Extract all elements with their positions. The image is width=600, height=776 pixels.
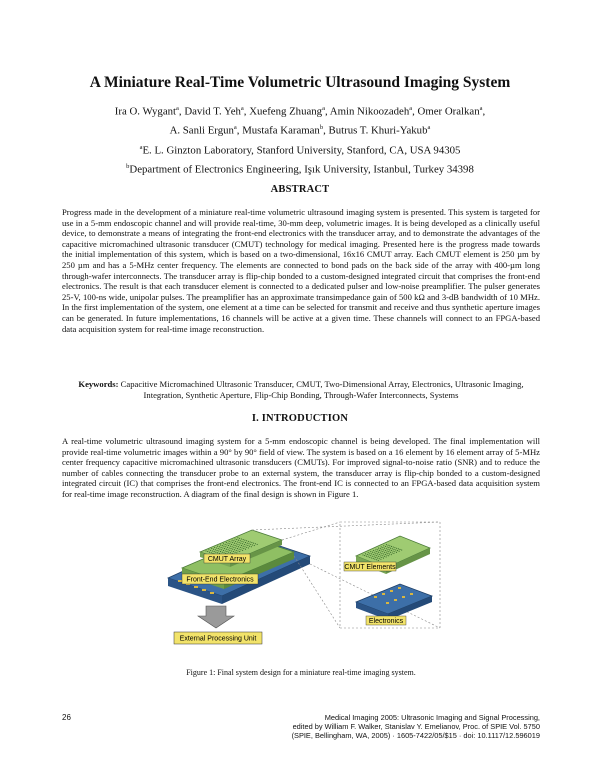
cmut-element — [378, 552, 379, 553]
cmut-element — [241, 541, 242, 542]
cmut-element — [384, 556, 385, 557]
cmut-element — [233, 544, 234, 545]
cmut-element — [230, 541, 231, 542]
cmut-element — [386, 552, 387, 553]
author-affiliation-mark: a — [233, 124, 237, 132]
cmut-element — [240, 547, 241, 548]
keywords-label: Keywords: — [78, 379, 119, 389]
figure-caption: Figure 1: Final system design for a miniature real-time imaging system. — [186, 668, 416, 677]
cmut-element — [233, 551, 234, 552]
cmut-element — [384, 552, 385, 553]
author-affiliation-mark: a — [427, 124, 431, 132]
author: Omer Oralkan — [417, 105, 480, 118]
front-end-label: Front-End Electronics — [186, 576, 254, 584]
cmut-element — [226, 549, 227, 550]
footer-line-1: Medical Imaging 2005: Ultrasonic Imaging and Signal Processing, — [324, 713, 540, 722]
cmut-element — [234, 543, 235, 544]
cmut-element — [235, 547, 236, 548]
cmut-element — [232, 553, 233, 554]
keywords-text: Capacitive Micromachined Ultrasonic Transducer, CMUT, Two-Dimensional Array, Electronics, Ultrasonic Imaging, Integration, Synthetic Aperture, Flip-Chip Bonding, Through-Wafer Interconnects, Systems — [120, 379, 524, 400]
cmut-element — [248, 547, 249, 548]
cmut-element — [393, 551, 394, 552]
cmut-element — [380, 555, 381, 556]
cmut-element — [236, 552, 237, 553]
cmut-element — [243, 539, 244, 540]
cmut-element — [255, 543, 256, 544]
cmut-element — [205, 550, 206, 551]
cmut-element — [388, 547, 389, 548]
cmut-element — [235, 541, 236, 542]
cmut-element — [382, 547, 383, 548]
cmut-element — [241, 538, 242, 539]
author: Mustafa Karaman — [242, 124, 320, 137]
cmut-element — [222, 545, 223, 546]
cmut-element — [243, 546, 244, 547]
cmut-element — [234, 538, 235, 539]
cmut-element — [372, 552, 373, 553]
cmut-element — [253, 543, 254, 544]
cmut-element — [396, 548, 397, 549]
down-arrow-icon — [198, 606, 234, 628]
cmut-element — [229, 547, 230, 548]
cmut-element — [247, 545, 248, 546]
cmut-element — [376, 551, 377, 552]
page-number: 26 — [62, 713, 71, 722]
cmut-element — [232, 546, 233, 547]
cmut-element — [399, 551, 400, 552]
cmut-element — [213, 549, 214, 550]
cmut-element — [387, 551, 388, 552]
abstract-heading: ABSTRACT — [270, 184, 330, 195]
cmut-element — [367, 554, 368, 555]
cmut-element — [375, 553, 376, 554]
cmut-element — [368, 556, 369, 557]
cmut-element — [235, 552, 236, 553]
cmut-element — [377, 549, 378, 550]
cmut-element — [236, 550, 237, 551]
cmut-element — [393, 549, 394, 550]
author: David T. Yeh — [184, 105, 241, 118]
cmut-element — [369, 557, 370, 558]
cmut-element — [235, 545, 236, 546]
cmut-element — [391, 550, 392, 551]
external-processing-label: External Processing Unit — [179, 635, 257, 643]
cmut-element — [377, 553, 378, 554]
cmut-element — [222, 552, 223, 553]
cmut-element — [215, 549, 216, 550]
cmut-element — [217, 552, 218, 553]
cmut-element — [211, 548, 212, 549]
cmut-element — [373, 554, 374, 555]
cmut-element — [364, 555, 365, 556]
cmut-element — [223, 550, 224, 551]
cmut-element — [389, 545, 390, 546]
author: Xuefeng Zhuang — [249, 105, 323, 118]
cmut-element — [395, 549, 396, 550]
cmut-element — [239, 542, 240, 543]
cmut-element — [221, 549, 222, 550]
cmut-element — [377, 558, 378, 559]
cmut-element — [219, 549, 220, 550]
cmut-element — [230, 546, 231, 547]
cmut-element — [393, 547, 394, 548]
cmut-element — [232, 549, 233, 550]
cmut-element — [390, 548, 391, 549]
footer-line-2: edited by William F. Walker, Stanislav Y. Emelianov, Proc. of SPIE Vol. 5750 — [292, 722, 540, 731]
cmut-elements-label: CMUT Elements — [344, 564, 396, 571]
cmut-element — [251, 542, 252, 543]
cmut-element — [240, 543, 241, 544]
cmut-element — [232, 542, 233, 543]
cmut-element — [392, 548, 393, 549]
cmut-element — [236, 543, 237, 544]
cmut-element — [226, 542, 227, 543]
cmut-element — [389, 549, 390, 550]
cmut-array-label: CMUT Array — [207, 556, 247, 563]
cmut-element — [230, 548, 231, 549]
cmut-element — [369, 553, 370, 554]
cmut-element — [237, 537, 238, 538]
author: Ira O. Wygant — [114, 105, 177, 118]
cmut-element — [366, 556, 367, 557]
author-affiliation-mark: a — [322, 105, 325, 112]
cmut-element — [370, 551, 371, 552]
author: Butrus T. Khuri-Yakub — [328, 124, 428, 137]
cmut-element — [246, 544, 247, 545]
cmut-element — [375, 550, 376, 551]
paper-title: A Miniature Real-Time Volumetric Ultrasound Imaging System — [89, 74, 511, 91]
introduction-heading: I. INTRODUCTION — [251, 413, 349, 424]
cmut-element — [383, 549, 384, 550]
cmut-element — [217, 546, 218, 547]
cmut-element — [239, 551, 240, 552]
cmut-element — [240, 549, 241, 550]
cmut-element — [392, 552, 393, 553]
cmut-element — [218, 550, 219, 551]
cmut-element — [246, 540, 247, 541]
cmut-element — [383, 545, 384, 546]
cmut-element — [244, 546, 245, 547]
cmut-element — [229, 550, 230, 551]
cmut-element — [386, 544, 387, 545]
cmut-element — [368, 555, 369, 556]
cmut-element — [217, 550, 218, 551]
cmut-element — [219, 546, 220, 547]
cmut-element — [231, 544, 232, 545]
cmut-element — [396, 552, 397, 553]
cmut-element — [212, 550, 213, 551]
cmut-element — [374, 555, 375, 556]
cmut-element — [241, 545, 242, 546]
cmut-element — [386, 556, 387, 557]
cmut-element — [386, 548, 387, 549]
cmut-element — [380, 559, 381, 560]
cmut-element — [378, 560, 379, 561]
introduction-text: A real-time volumetric ultrasound imaging system for a 5-mm endoscopic channel is being developed. The final implementation will provide real-time volumetric images within a 90° by 90° field of view. The system is based on a 16 element by 16 element array of 5-MHz center frequency capacitive micromachined ultrasonic transducers (CMUTs). For improved signal-to-noise ratio (SNR) and to reduce the number of cables connecting the transducer probe to an external system, the transducer array is flip-chip bonded to a custom-designed integrated circuit (IC) that comprises the front-end electronics. The front-end IC is connected to an FPGA-based data acquisition system for real-time image reconstruction. A diagram of the final design is shown in Figure 1. — [62, 436, 540, 499]
figure-1-diagram — [160, 516, 460, 668]
cmut-element — [374, 559, 375, 560]
cmut-element — [233, 547, 234, 548]
cmut-element — [208, 549, 209, 550]
cmut-element — [388, 545, 389, 546]
cmut-element — [390, 552, 391, 553]
cmut-element — [225, 544, 226, 545]
cmut-element — [375, 549, 376, 550]
affiliation-a: $^a$E. L. Ginzton Laboratory, Stanford University, Stanford, CA, USA 94305 — [139, 143, 461, 157]
cmut-element — [242, 550, 243, 551]
cmut-element — [247, 543, 248, 544]
cmut-element — [228, 549, 229, 550]
cmut-element — [214, 551, 215, 552]
cmut-element — [385, 546, 386, 547]
cmut-element — [244, 540, 245, 541]
cmut-element — [228, 545, 229, 546]
cmut-element — [245, 549, 246, 550]
cmut-element — [394, 547, 395, 548]
author-line-2: A. Sanli Ergun$^a$, Mustafa Karaman$^b$, Butrus T. Khuri-Yakub$^a$ — [169, 124, 431, 137]
cmut-element — [244, 544, 245, 545]
cmut-element — [227, 547, 228, 548]
cmut-element — [237, 541, 238, 542]
cmut-element — [224, 548, 225, 549]
cmut-element — [209, 552, 210, 553]
cmut-element — [226, 551, 227, 552]
cmut-element — [232, 540, 233, 541]
publication-footer — [240, 713, 540, 740]
cmut-element — [382, 551, 383, 552]
cmut-element — [222, 547, 223, 548]
cmut-element — [248, 541, 249, 542]
cmut-element — [223, 546, 224, 547]
cmut-element — [216, 547, 217, 548]
cmut-element — [248, 543, 249, 544]
cmut-element — [250, 544, 251, 545]
cmut-element — [379, 554, 380, 555]
author-affiliation-mark: a — [409, 105, 413, 112]
author-affiliation-mark: a — [176, 105, 179, 112]
author-line-1: Ira O. Wygant$^a$, David T. Yeh$^a$, Xuefeng Zhuang$^a$, Amin Nikoozadeh$^a$, Omer Oralkan$^a$, — [114, 105, 486, 118]
cmut-element — [229, 541, 230, 542]
cmut-element — [243, 541, 244, 542]
cmut-element — [251, 546, 252, 547]
cmut-element — [398, 548, 399, 549]
cmut-element — [387, 549, 388, 550]
cmut-element — [238, 546, 239, 547]
cmut-element — [228, 543, 229, 544]
electronics-label: Electronics — [368, 618, 404, 625]
cmut-element — [388, 551, 389, 552]
cmut-element — [221, 547, 222, 548]
cmut-element — [239, 538, 240, 539]
cmut-element — [239, 544, 240, 545]
cmut-element — [391, 554, 392, 555]
cmut-element — [234, 549, 235, 550]
cmut-element — [237, 550, 238, 551]
cmut-element — [207, 551, 208, 552]
cmut-element — [228, 552, 229, 553]
cmut-element — [225, 550, 226, 551]
cmut-element — [387, 553, 388, 554]
author-affiliation-mark: a — [240, 105, 244, 112]
cmut-element — [385, 554, 386, 555]
cmut-element — [391, 546, 392, 547]
cmut-element — [380, 556, 381, 557]
cmut-element — [224, 552, 225, 553]
cmut-element — [379, 550, 380, 551]
cmut-element — [362, 554, 363, 555]
affiliation-b: $^b$Department of Electronics Engineering, Işık University, Istanbul, Turkey 34398 — [126, 163, 474, 176]
cmut-element — [249, 546, 250, 547]
cmut-element — [381, 557, 382, 558]
cmut-element — [393, 553, 394, 554]
cmut-element — [382, 555, 383, 556]
cmut-element — [378, 548, 379, 549]
cmut-element — [386, 555, 387, 556]
cmut-element — [368, 552, 369, 553]
cmut-element — [230, 552, 231, 553]
cmut-element — [376, 559, 377, 560]
cmut-element — [381, 551, 382, 552]
cmut-element — [394, 551, 395, 552]
cmut-element — [225, 546, 226, 547]
cmut-element — [223, 543, 224, 544]
cmut-element — [233, 540, 234, 541]
cmut-element — [242, 547, 243, 548]
cmut-element — [375, 557, 376, 558]
cmut-element — [373, 550, 374, 551]
cmut-element — [374, 556, 375, 557]
cmut-element — [381, 549, 382, 550]
cmut-element — [365, 553, 366, 554]
cmut-element — [225, 553, 226, 554]
cmut-element — [210, 550, 211, 551]
author-block — [40, 101, 560, 179]
cmut-element — [237, 548, 238, 549]
author-affiliation-mark: b — [319, 124, 324, 132]
cmut-element — [245, 542, 246, 543]
footer-line-3: (SPIE, Bellingham, WA, 2005) · 1605-7422/05/$15 · doi: 10.1117/12.596019 — [291, 731, 540, 740]
keywords — [62, 379, 540, 400]
cmut-element — [220, 551, 221, 552]
cmut-element — [215, 552, 216, 553]
cmut-element — [379, 558, 380, 559]
cmut-element — [237, 544, 238, 545]
cmut-element — [211, 552, 212, 553]
cmut-element — [380, 552, 381, 553]
cmut-element — [214, 547, 215, 548]
cmut-element — [372, 556, 373, 557]
cmut-element — [397, 550, 398, 551]
cmut-element — [388, 555, 389, 556]
cmut-element — [401, 550, 402, 551]
cmut-element — [250, 541, 251, 542]
cmut-element — [370, 555, 371, 556]
cmut-element — [376, 555, 377, 556]
cmut-element — [252, 544, 253, 545]
cmut-element — [378, 556, 379, 557]
cmut-element — [231, 550, 232, 551]
cmut-element — [218, 548, 219, 549]
cmut-element — [243, 548, 244, 549]
cmut-element — [242, 543, 243, 544]
cmut-element — [257, 544, 258, 545]
cmut-element — [371, 557, 372, 558]
author: Amin Nikoozadeh — [329, 105, 410, 118]
cmut-element — [240, 540, 241, 541]
cmut-element — [373, 558, 374, 559]
author-affiliation-mark: a — [479, 105, 483, 112]
cmut-element — [387, 546, 388, 547]
cmut-element — [383, 553, 384, 554]
cmut-element — [226, 544, 227, 545]
cmut-element — [254, 545, 255, 546]
cmut-element — [239, 549, 240, 550]
cmut-element — [384, 548, 385, 549]
cmut-element — [380, 548, 381, 549]
author: A. Sanli Ergun — [169, 124, 234, 137]
cmut-element — [389, 554, 390, 555]
cmut-element — [238, 540, 239, 541]
cmut-element — [229, 543, 230, 544]
cmut-element — [220, 544, 221, 545]
cmut-element — [246, 547, 247, 548]
abstract-text: Progress made in the development of a miniature real-time volumetric ultrasound imaging system is presented. This system is targeted for use in a 5-mm endoscopic channel and will provide real-time, 30-mm deep, volumetric images. It is being developed as a clinically useful device, to demonstrate a means of integrating the front-end electronics with the transducer array, and to demonstrate the advantages of the capacitive micromachined ultrasonic transducer (CMUT) technology for medical imaging. Presented here is the progress made towards the initial implementation of this system, which is based on a two-dimensional, 16x16 CMUT array. Each CMUT element is 250 µm by 250 µm and has a 5-MHz center frequency. The elements are connected to bond pads on the back side of the array with 400-µm long through-wafer interconnects. The transducer array is flip-chip bonded to a custom-designed integrated circuit that comprises the front-end electronics. The result is that each transducer element is connected to a dedicated pulser and low-noise preamplifier. The pulser generates 25-V, 100-ns wide, unipolar pulses. The preamplifier has an approximate transimpedance gain of 500 kΩ and 3-dB bandwidth of 10 MHz. In the first implementation of the system, one element at a time can be selected for transmit and receive and thus synthetic aperture images can be generated. In future implementations, 16 channels will be active at a given time. These channels will connect to an FPGA-based data acquisition system for real-time image reconstruction. — [62, 207, 540, 334]
cmut-element — [236, 546, 237, 547]
cmut-element — [381, 546, 382, 547]
cmut-element — [383, 558, 384, 559]
cmut-element — [385, 550, 386, 551]
cmut-element — [219, 553, 220, 554]
cmut-element — [212, 553, 213, 554]
cmut-element — [371, 553, 372, 554]
cmut-element — [399, 549, 400, 550]
cmut-element — [381, 553, 382, 554]
cmut-element — [236, 539, 237, 540]
cmut-element — [374, 552, 375, 553]
